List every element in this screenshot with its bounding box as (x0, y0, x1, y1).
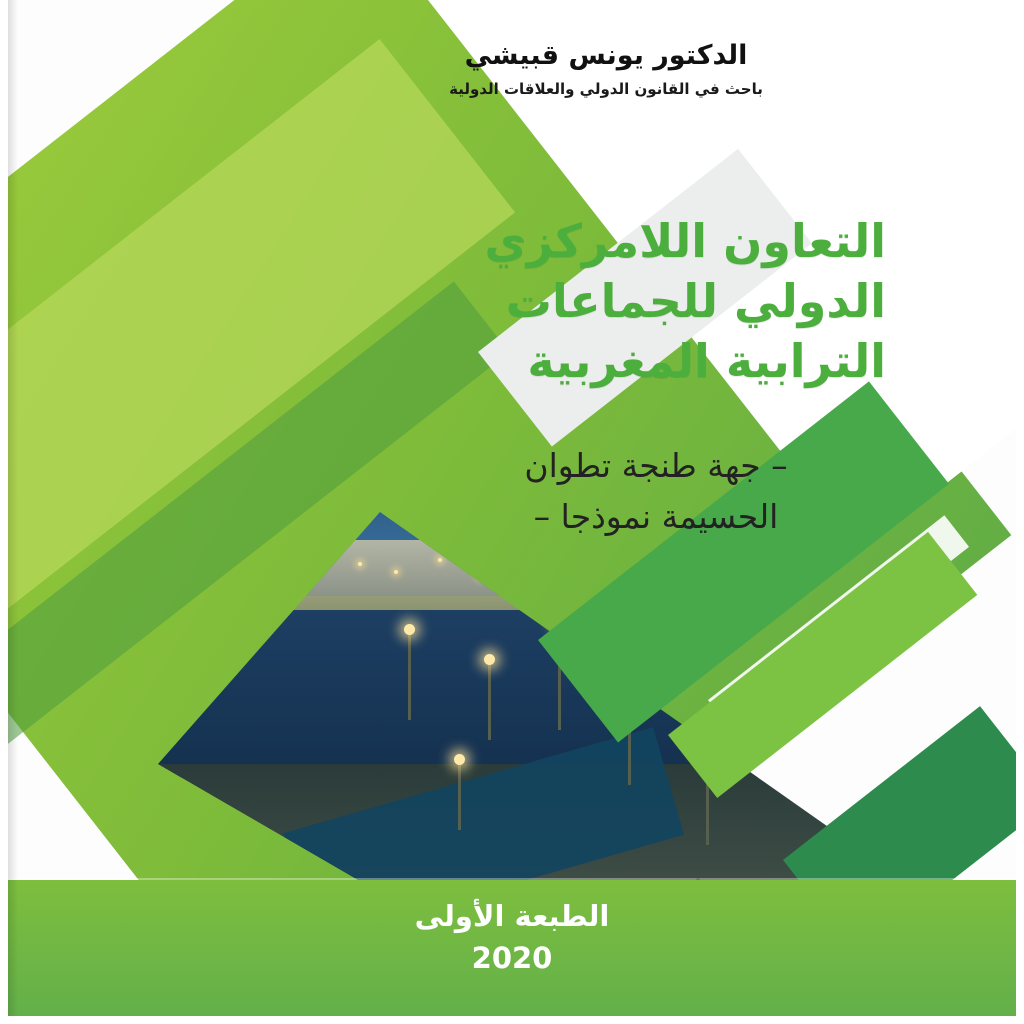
subtitle-line-2: الحسيمة نموذجا – (533, 497, 779, 537)
title-line-1: التعاون اللامركزي (484, 214, 886, 268)
book-subtitle (446, 440, 866, 542)
title-line-3: الترابية المغربية (527, 333, 886, 388)
photo-city-light (438, 558, 442, 562)
subtitle-line-1: – جهة طنجة تطوان (524, 446, 788, 485)
title-line-2: الدولي للجماعات (505, 273, 886, 328)
page-edge-shadow (8, 0, 18, 1016)
edition-label: الطبعة الأولى (414, 899, 610, 933)
author-credentials: باحث في القانون الدولي والعلاقات الدولية (449, 80, 763, 99)
photo-city-light (394, 570, 398, 574)
photo-street-lamp (458, 760, 461, 830)
photo-street-lamp (408, 630, 411, 720)
cover-page (8, 0, 1016, 1016)
author-block (346, 40, 866, 98)
author-name: الدكتور يونس قبيشي (464, 40, 748, 71)
edition-block (8, 900, 1016, 975)
photo-street-lamp (488, 660, 491, 740)
edition-year: 2020 (471, 941, 553, 976)
photo-city-light (358, 562, 362, 566)
book-title (456, 212, 886, 391)
